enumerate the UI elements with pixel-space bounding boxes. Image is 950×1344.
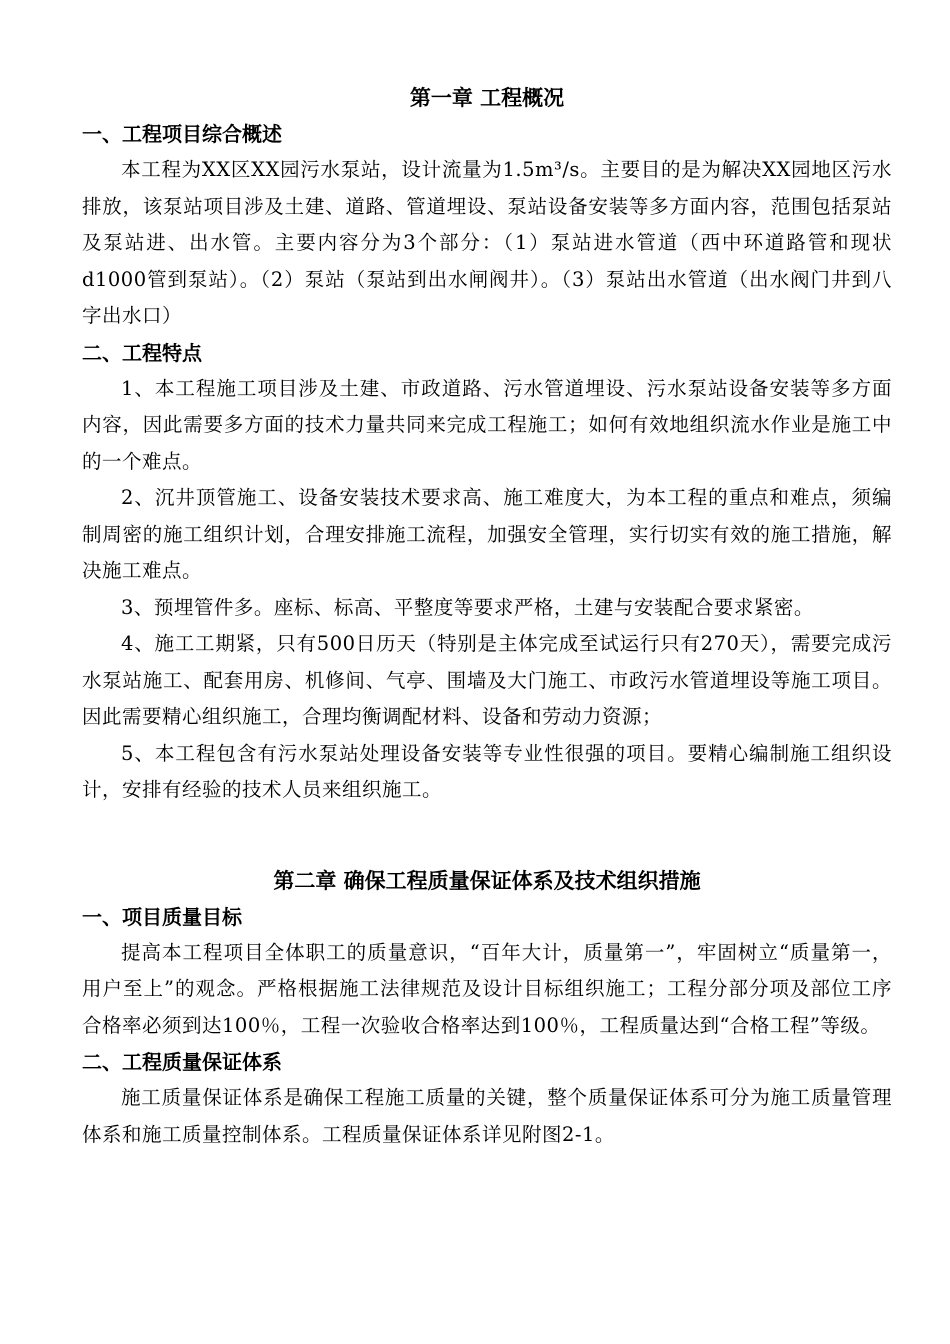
section-overview-heading: 一、工程项目综合概述 <box>82 122 282 146</box>
section-quality-system-heading: 二、工程质量保证体系 <box>82 1050 282 1074</box>
chapter-2-title: 第二章 确保工程质量保证体系及技术组织措施 <box>273 868 701 893</box>
feature-paragraph-5: 5、本工程包含有污水泵站处理设备安装等专业性很强的项目。要精心编制施工组织设计，安排有经验的技术人员来组织施工。 <box>82 741 892 801</box>
section-features-heading: 二、工程特点 <box>82 340 202 365</box>
feature-paragraph-4: 4、施工工期紧，只有500日历天（特别是主体完成至试运行只有270天），需要完成污水泵站施工、配套用房、机修间、气亭、围墙及大门施工、市政污水管道埋设等施工项目。因此需要精心组织施工，合理均衡调配材料、设备和劳动力资源； <box>82 632 892 728</box>
feature-paragraph-1: 1、本工程施工项目涉及土建、市政道路、污水管道埋设、污水泵站设备安装等多方面内容，因此需要多方面的技术力量共同来完成工程施工；如何有效地组织流水作业是施工中的一个难点。 <box>82 376 892 473</box>
section-quality-goal-heading: 一、项目质量目标 <box>82 904 242 929</box>
chapter-1-title: 第一章 工程概况 <box>409 86 565 110</box>
overview-paragraph: 本工程为XX区XX园污水泵站，设计流量为1.5m³/s。主要目的是为解决XX园地区污水排放，该泵站项目涉及土建、道路、管道埋设、泵站设备安装等多方面内容，范围包括泵站及泵站进、出水管。主要内容分为3个部分：（1）泵站进水管道（西中环道路管和现状d1000管到泵站）。（2）泵站（泵站到出水闸阀井）。（3）泵站出水管道（出水阀门井到八字出水口） <box>82 158 892 327</box>
quality-goal-paragraph: 提高本工程项目全体职工的质量意识，“百年大计，质量第一”，牢固树立“质量第一，用户至上”的观念。严格根据施工法律规范及设计目标组织施工；工程分部分项及部位工序合格率必须到达100％，工程一次验收合格率达到100％，工程质量达到“合格工程”等级。 <box>82 940 892 1037</box>
chapter-spacer <box>82 809 892 863</box>
quality-system-paragraph: 施工质量保证体系是确保工程施工质量的关键，整个质量保证体系可分为施工质量管理体系和施工质量控制体系。工程质量保证体系详见附图2-1。 <box>82 1086 892 1146</box>
feature-paragraph-2: 2、沉井顶管施工、设备安装技术要求高、施工难度大，为本工程的重点和难点，须编制周密的施工组织计划，合理安排施工流程，加强安全管理，实行切实有效的施工措施，解决施工难点。 <box>82 486 892 582</box>
feature-paragraph-3: 3、预埋管件多。座标、标高、平整度等要求严格，土建与安装配合要求紧密。 <box>121 595 814 619</box>
document-page <box>82 80 892 1153</box>
